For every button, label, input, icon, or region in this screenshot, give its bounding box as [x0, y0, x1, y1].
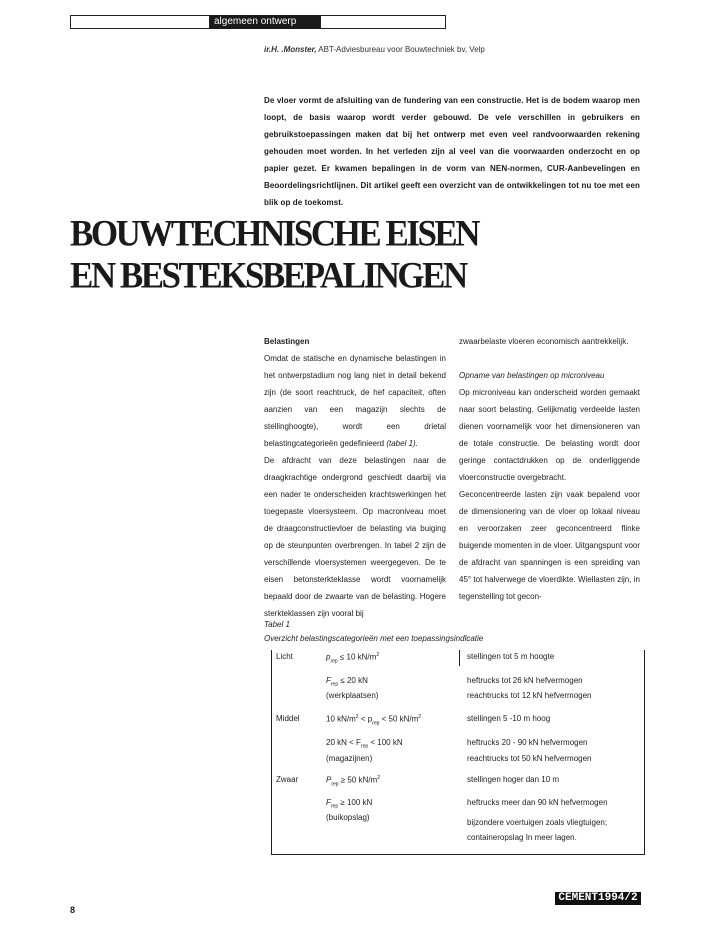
- category-zwaar: Zwaar: [276, 775, 299, 784]
- use-cell: stellingen tot 5 m hoogte: [467, 652, 555, 661]
- load-cell: (werkplaatsen): [326, 691, 379, 700]
- table-ref: (tabel 1).: [386, 439, 418, 448]
- use-cell: heftrucks 20 - 90 kN hefvermogen: [467, 738, 588, 747]
- use-cell: heftrucks meer dan 90 kN hefvermogen: [467, 798, 608, 807]
- paragraph-spacer: [459, 350, 640, 367]
- use-cell: bijzondere voertuigen zoals vliegtuigen;: [467, 818, 608, 827]
- col2-paragraph-1: zwaarbelaste vloeren economisch aantrekkelijk.: [459, 337, 629, 346]
- body-column-1: [264, 333, 446, 622]
- load-cell: (buikopslag): [326, 813, 370, 822]
- page-number: 8: [70, 905, 76, 915]
- load-cell: $P_{rep} \ge 50$ $kN/m^2$: [326, 775, 380, 788]
- use-cell: stellingen 5 -10 m hoog: [467, 714, 551, 723]
- use-cell: stellingen hoger dan 10 m: [467, 775, 560, 784]
- author-line: [264, 45, 485, 54]
- col1-p1-text: Omdat de statische en dynamische belastingen in het ontwerpstadium nog lang niet in detail bekend zijn (de soort reachtruck, de hef capaciteit, often aanzien van een magazijn slechts de stellinghoogte), wordt een drietal belastingcategorieën gedefinieerd: [264, 354, 446, 448]
- title-line-1: BOUWTECHNISCHE EISEN: [70, 213, 479, 254]
- header-bar-right: [320, 15, 446, 29]
- load-cell: (magazijnen): [326, 754, 373, 763]
- body-column-2: [459, 333, 640, 605]
- col2-paragraph-3: Geconcentreerde lasten zijn vaak bepalend voor de dimensionering van de vloer op lokaal niveau en veroorzaken zeer geconcentreerd flinke buigende momenten in de vloer. Uitgangspunt voor de afdracht van spanningen is een spreiding van 45° tot halverwege de vloerdikte. Wiellasten zijn, in tegenstelling tot gecon-: [459, 490, 641, 601]
- section-heading-microniveau: Opname van belastingen op microniveau: [459, 371, 605, 380]
- use-cell: reachtrucks tot 50 kN hefvermogen: [467, 754, 592, 763]
- load-cell: $F_{rep} \ge 100$ kN: [326, 798, 373, 810]
- load-cell: $F_{rep} \le 20$ kN: [326, 676, 368, 688]
- table-column-divider: [459, 650, 460, 666]
- table-title: Overzicht belastingscategorieën met een toepassingsindlcatie: [264, 634, 484, 643]
- col1-paragraph-1: [264, 350, 446, 452]
- use-cell: heftrucks tot 26 kN hefvermogen: [467, 676, 583, 685]
- author-affiliation: ABT-Adviesbureau voor Bouwtechniek bv, Velp: [318, 45, 485, 54]
- use-cell: reachtrucks tot 12 kN hefvermogen: [467, 691, 592, 700]
- col1-paragraph-2: De afdracht van deze belastingen naar de draagkrachtige ondergrond geschiedt daarbij via een nader te onderscheiden krachtswerkingen het toegepaste vloersysteem. Op macroniveau moet de draagconstructievloer de belasting via buiging op de steunpunten overbrengen. In tabel 2 zijn de verschillende vloersystemen weergegeven. De te eisen betonsterkteklasse wordt voornamelijk bepaald door de zwaarte van de belasting. Hogere sterkteklassen zijn vooral bij: [264, 456, 446, 618]
- author-name: ir.H. .Monster,: [264, 45, 317, 54]
- load-cell: $p_{rep} \le 10$ $kN/m^2$: [326, 652, 380, 665]
- load-cell: 20 kN < $F_{rep} < 100$ kN: [326, 738, 403, 750]
- col2-paragraph-2: Op microniveau kan onderscheid worden gemaakt naar soort belasting. Gelijkmatig verdeelde lasten dienen voornamelijk voor het dimensioneren van de totale constructie. De belasting wordt door geringe contactdrukken op de onderliggende vloerconstructie overgebracht.: [459, 388, 640, 482]
- title-line-2: EN BESTEKSBEPALINGEN: [70, 255, 466, 296]
- table-number: Tabel 1: [264, 620, 290, 629]
- section-heading-belastingen: Belastingen: [264, 337, 310, 346]
- use-cell: containeropslag In meer lagen.: [467, 833, 577, 842]
- header-bar-left: [70, 15, 210, 29]
- category-licht: Licht: [276, 652, 293, 661]
- load-cell: 10 $kN/m^2 < p_{rep} < 50$ $kN/m^2$: [326, 714, 422, 727]
- intro-paragraph: De vloer vormt de afsluiting van de fundering van een constructie. Het is de bodem waarop men loopt, de basis waarop wordt verder gebouwd. De vele verschillen in gebruikers en gebruikstoepassingen maken dat bij het ontwerp met even veel randvoorwaarden rekening gehouden moet worden. In het verleden zijn al veel van die voorwaarden onderzocht en op papier gezet. Er kwamen bepalingen in de vorm van NEN-normen, CUR-Aanbevelingen en Beoordelingsrichtlijnen. Dit artikel geeft een overzicht van de ontwikkelingen tot nu toe met een blik op de toekomst.: [264, 96, 640, 207]
- magazine-logo: CEMENT1994/2: [555, 892, 641, 905]
- section-label: algemeen ontwerp: [210, 15, 320, 29]
- article-title: [70, 213, 670, 297]
- category-middel: Middel: [276, 714, 300, 723]
- table-caption: [264, 618, 483, 646]
